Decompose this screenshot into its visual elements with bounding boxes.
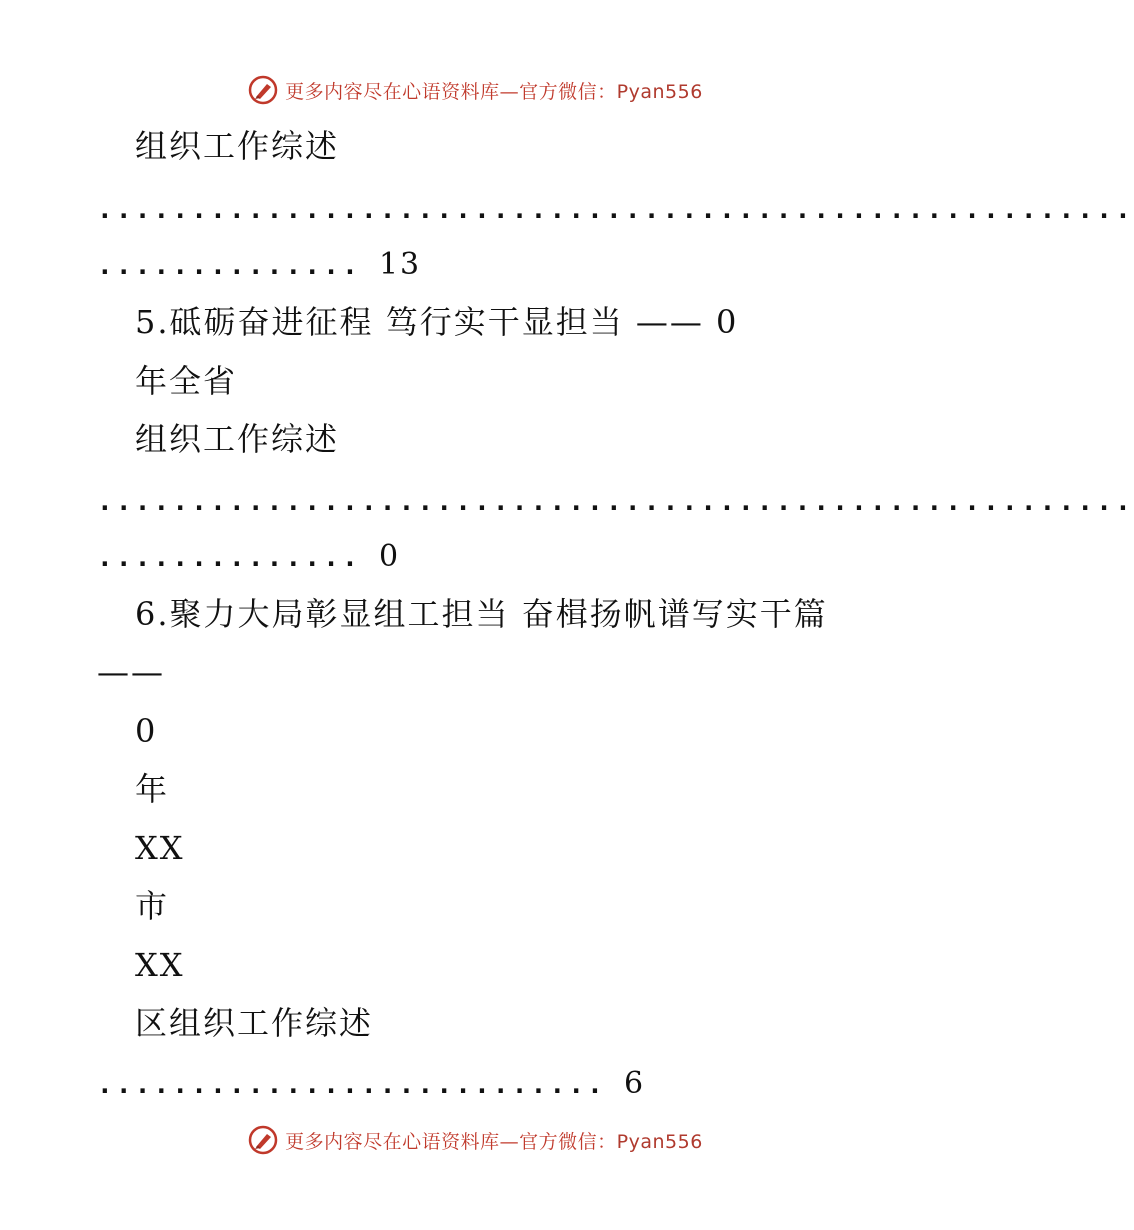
- toc-line-6-cont: 年: [135, 770, 170, 808]
- toc-page-number: 6: [624, 1066, 646, 1101]
- toc-leader-line: [97, 243, 421, 286]
- footer-watermark: [0, 1120, 950, 1160]
- toc-line-5: 5.砥砺奋进征程 笃行实干显担当 —— 0: [135, 303, 739, 341]
- watermark-banner: [247, 1124, 703, 1156]
- toc-leader-dots: ..............: [97, 543, 361, 573]
- toc-leader-dots: .......................................................: [97, 487, 1134, 517]
- watermark-banner: [247, 74, 703, 106]
- toc-leader-dots: .......................................................: [97, 195, 1134, 225]
- wechat-id: Pyan556: [616, 1130, 703, 1153]
- wechat-id: Pyan556: [616, 80, 703, 103]
- toc-leader-dots: ..............: [97, 251, 361, 281]
- toc-line-5-cont2: 组织工作综述: [135, 420, 340, 458]
- toc-line-5-cont: 年全省: [135, 362, 238, 400]
- toc-line-1: 组织工作综述: [135, 127, 340, 165]
- pen-nib-icon: [247, 1124, 279, 1156]
- watermark-text: 更多内容尽在心语资料库—官方微信：Pyan556: [285, 80, 703, 103]
- toc-line-6-cont: 区组织工作综述: [135, 1004, 374, 1042]
- toc-line-6-cont: 0: [135, 712, 158, 750]
- toc-line-6-cont: 市: [135, 887, 170, 925]
- pen-nib-icon: [247, 74, 279, 106]
- toc-leader-line: [97, 535, 400, 578]
- toc-line-6: 6.聚力大局彰显组工担当 奋楫扬帆谱写实干篇: [135, 595, 828, 633]
- toc-line-6-cont: XX: [135, 946, 185, 984]
- watermark-text: 更多内容尽在心语资料库—官方微信：Pyan556: [285, 1130, 703, 1153]
- toc-page-number: 13: [378, 247, 422, 282]
- toc-leader-dots: ...........................: [97, 1070, 607, 1100]
- toc-line-6-dash: ——: [97, 653, 165, 691]
- toc-leader-line: [97, 1062, 645, 1105]
- toc-page-number: 0: [378, 539, 401, 574]
- header-watermark: [0, 70, 950, 110]
- toc-line-6-cont: XX: [135, 829, 185, 867]
